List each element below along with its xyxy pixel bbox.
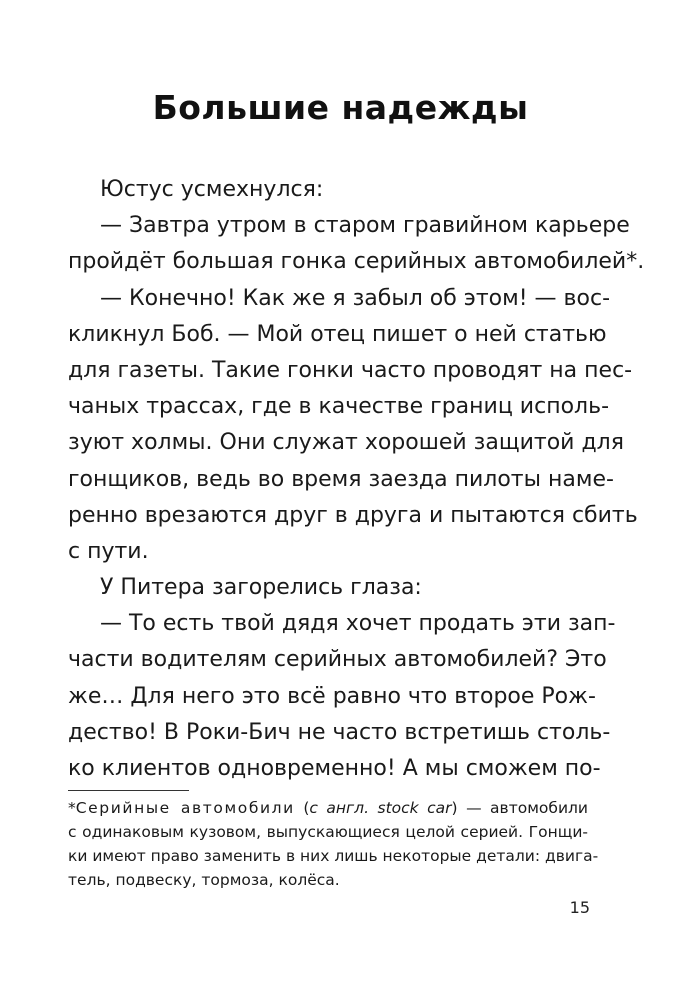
text-line: ренно врезаются друг в друга и пытаются сбить <box>68 502 638 528</box>
text-line: дество! В Роки-Бич не часто встретишь столь- <box>68 719 611 745</box>
footnote-open-paren: ( <box>294 799 310 817</box>
footnote-first-line <box>68 796 588 820</box>
text-line: — Завтра утром в старом гравийном карьере <box>100 213 630 239</box>
text-line: Юстус усмехнулся: <box>100 177 324 202</box>
text-line: гонщиков, ведь во время заезда пилоты наме- <box>68 466 614 492</box>
footnote-first-line-rest: ) — автомобили <box>451 799 588 817</box>
text-line: кликнул Боб. — Мой отец пишет о ней статью <box>68 321 607 347</box>
text-line: пройдёт большая гонка серийных автомобилей*. <box>68 249 645 275</box>
text-line: же… Для него это всё равно что второе Рож- <box>68 683 596 709</box>
text-line: — То есть твой дядя хочет продать эти зап- <box>100 611 616 637</box>
text-line: ко клиентов одновременно! А мы сможем по- <box>68 756 601 781</box>
text-line: У Питера загорелись глаза: <box>100 575 422 601</box>
footnote-term: Серийные автомобили <box>75 799 295 817</box>
text-line: с пути. <box>68 538 149 564</box>
footnote-line: ки имеют право заменить в них лишь некоторые детали: двига- <box>68 847 599 865</box>
text-line: чаных трассах, где в качестве границ исполь- <box>68 394 610 420</box>
text-line: зуют холмы. Они служат хорошей защитой для <box>68 430 624 456</box>
footnote <box>68 796 599 892</box>
body-text <box>68 172 645 787</box>
text-line: части водителям серийных автомобилей? Это <box>68 647 607 673</box>
footnote-italic-note: с англ. stock car <box>309 799 452 817</box>
footnote-line: тель, подвеску, тормоза, колёса. <box>68 871 340 889</box>
text-line: — Конечно! Как же я забыл об этом! — вос- <box>100 285 611 311</box>
footnote-marker: * <box>68 799 76 817</box>
text-line: для газеты. Такие гонки часто проводят на пес- <box>68 357 633 383</box>
footnote-line: с одинаковым кузовом, выпускающиеся целой серией. Гонщи- <box>68 823 588 841</box>
footnote-divider <box>68 790 189 791</box>
page-number: 15 <box>569 898 590 917</box>
chapter-title: Большие надежды <box>152 88 529 127</box>
